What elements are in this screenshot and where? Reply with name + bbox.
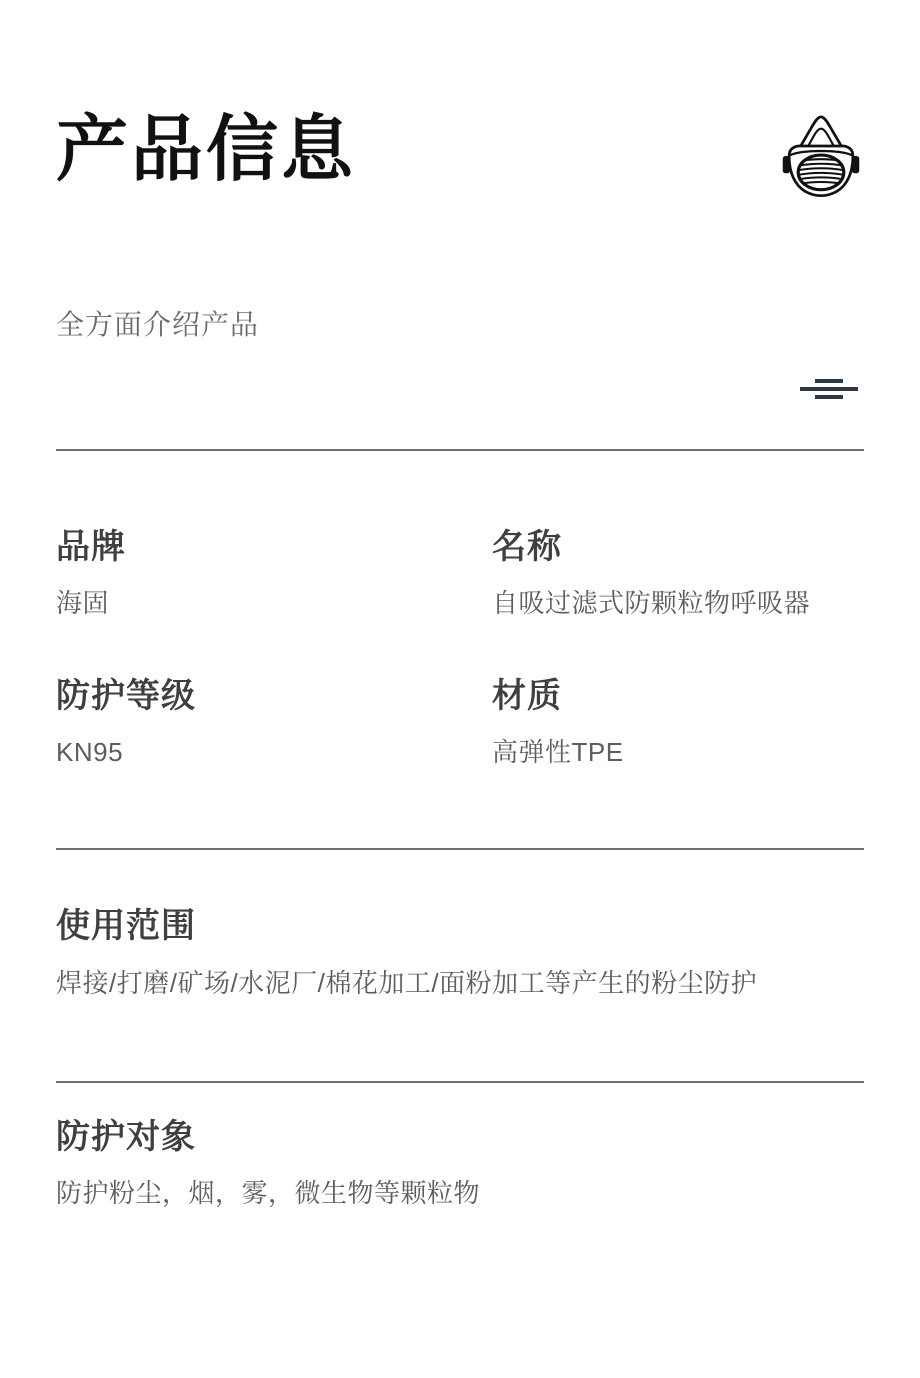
spec-item-brand xyxy=(56,525,492,620)
section-protection-targets xyxy=(56,1115,864,1210)
spec-value: KN95 xyxy=(56,736,124,767)
spec-label: 品牌 xyxy=(56,528,126,566)
page-subtitle: 全方面介绍产品 xyxy=(56,309,260,340)
spec-value: 海固 xyxy=(56,588,110,619)
spec-grid xyxy=(56,525,864,768)
spec-label: 材质 xyxy=(492,676,562,715)
bar-bottom xyxy=(815,395,843,399)
spec-item-material xyxy=(492,674,864,769)
bar-middle xyxy=(800,387,858,391)
section-body: 焊接/打磨/矿场/水泥厂/棉花加工/面粉加工等产生的粉尘防护 xyxy=(56,967,758,998)
spec-item-protection-level xyxy=(56,674,492,769)
section-heading: 使用范围 xyxy=(56,907,196,946)
bar-top xyxy=(815,379,843,383)
spec-value: 自吸过滤式防颗粒物呼吸器 xyxy=(492,588,811,619)
section-usage-scope xyxy=(56,904,864,999)
spec-value: 高弹性TPE xyxy=(492,736,624,767)
page-title: 产品信息 xyxy=(56,110,357,190)
divider xyxy=(56,1081,864,1083)
divider xyxy=(56,848,864,850)
respirator-mask-icon xyxy=(780,110,862,207)
section-heading: 防护对象 xyxy=(56,1118,196,1157)
spec-label: 防护等级 xyxy=(56,676,196,715)
spec-label: 名称 xyxy=(492,528,562,566)
triple-bar-icon xyxy=(800,379,858,399)
spec-item-name xyxy=(492,525,864,620)
section-body: 防护粉尘，烟，雾，微生物等颗粒物 xyxy=(56,1178,481,1209)
divider xyxy=(56,449,864,451)
page-header xyxy=(56,0,864,207)
